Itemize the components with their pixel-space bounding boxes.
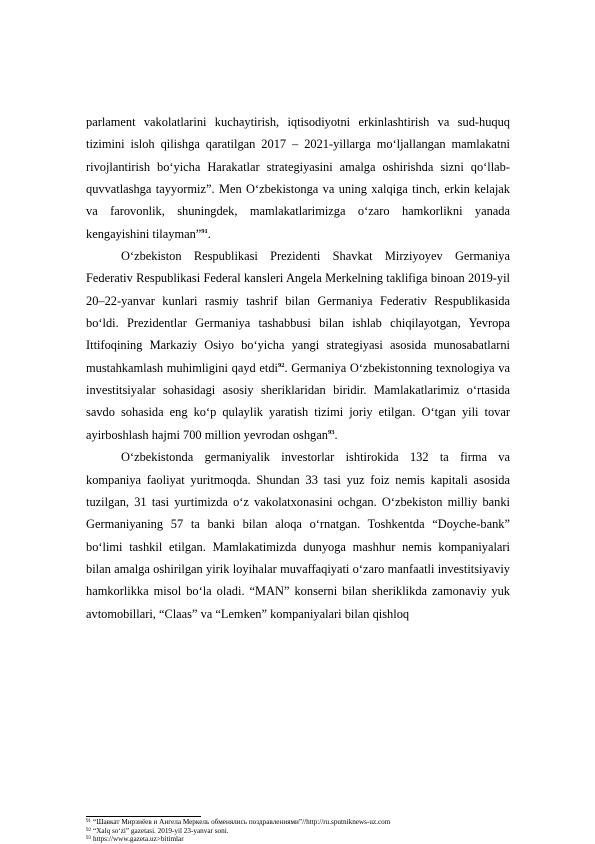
- footnote-number: 91: [86, 819, 91, 824]
- footnote: [86, 818, 526, 827]
- footnotes: [86, 818, 526, 844]
- paragraph: [86, 446, 510, 625]
- footnote-number: 92: [86, 827, 91, 833]
- footnote-text: https://www.gazeta.uz>bitimlar: [93, 835, 184, 844]
- footnote-ref: 92: [277, 361, 285, 369]
- paragraph-text: . Germaniya O‘zbekistonning texnologiya va investitsiyalar sohasidagi asosiy sheriklaridan biridir. Mamlakatlarimiz o‘rtasida savdo sohasida eng ko‘p qulaylik yaratish tizimi joriy etilgan. O‘tgan yili tovar ayirboshlash hajmi 700 million yevrodan oshgan: [86, 360, 510, 442]
- paragraph-text: .: [334, 427, 338, 442]
- footnote-ref: 93: [327, 428, 335, 436]
- footnote-text: “Шавкат Мирзиёев и Ангела Меркель обменялись поздравлениями”//http://ru.sputniknews-uz.com: [93, 818, 391, 826]
- paragraph-text: O‘zbekistonda germaniyalik investorlar ishtirokida 132 ta firma va kompaniya faoliyat yuritmoqda. Shundan 33 tasi yuz foiz nemis kapitali asosida tuzilgan, 31 tasi yurtimizda o‘z vakolatxonasini ochgan. O‘zbekiston milliy banki Germaniyaning 57 ta banki bilan aloqa o‘rnatgan. Toshkentda “Doyche-bank” bo‘limi tashkil etilgan. Mamlakatimizda dunyoga mashhur nemis kompaniyalari bilan amalga oshirilgan yirik loyihalar muvaffaqiyati o‘zaro manfaatli investitsiyaviy hamkorlikka misol bo‘la oladi. “MAN” konserni bilan sheriklikda zamonaviy yuk avtomobillari, “Claas” va “Lemken” kompaniyalari bilan qishloq: [86, 450, 510, 621]
- footnote-number: 93: [86, 836, 91, 842]
- paragraph-text: .: [207, 226, 211, 241]
- footnote: [86, 827, 526, 836]
- footnote-text: “Xalq so‘zi” gazetasi. 2019-yil 23-yanvar soni.: [93, 826, 229, 835]
- paragraph: [86, 245, 510, 446]
- footnote: [86, 835, 526, 844]
- body-text: [86, 111, 510, 625]
- footnote-ref: 91: [201, 227, 208, 235]
- paragraph-text: parlament vakolatlarini kuchaytirish, iqtisodiyotni erkinlashtirish va sud-huquq tizimini isloh qilishga qaratilgan 2017 – 2021-yillarga mo‘ljallangan mamlakatni rivojlantirish bo‘yicha Harakatlar strategiyasini amalga oshirishda sizni qo‘llab-quvvatlashga tayyormiz”. Men O‘zbekistonga va uning xalqiga tinch, erkin kelajak va farovonlik, shuningdek, mamlakatlarimizga o‘zaro hamkorlikni yanada kengayishini tilayman”: [86, 115, 510, 241]
- paragraph-text: O‘zbekiston Respublikasi Prezidenti Shavkat Mirziyoyev Germaniya Federativ Respublikasi Federal kansleri Angela Merkelning taklifiga binoan 2019-yil 20–22-yanvar kunlari rasmiy tashrif bilan Germaniya Federativ Respublikasida bo‘ldi. Prezidentlar Germaniya tashabbusi bilan ishlab chiqilayotgan, Yevropa Ittifoqining Markaziy Osiyo bo‘yicha yangi strategiyasi asosida munosabatlarni mustahkamlash muhimligini qayd etdi: [86, 249, 510, 375]
- paragraph: [86, 111, 510, 245]
- footnote-separator: [86, 816, 201, 817]
